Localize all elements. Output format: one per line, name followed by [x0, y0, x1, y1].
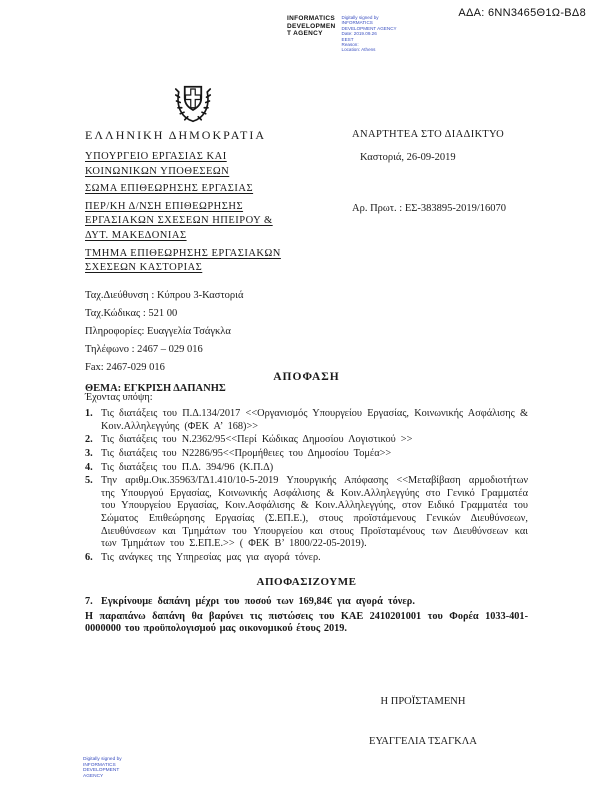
signature-detail-line: DEVELOPMENT AGENCY [341, 25, 397, 31]
item-text: Τις ανάγκες της Υπηρεσίας μας για αγορά τόνερ. [101, 551, 321, 563]
signature-agency-line: T AGENCY [287, 30, 323, 37]
item-number: 5. [85, 475, 93, 487]
decision-operative-part [85, 596, 528, 609]
decision-title: ΑΠΟΦΑΣΗ [273, 371, 340, 383]
signatory-title: Η ΠΡΟΪΣΤΑΜΕΝΗ [380, 696, 466, 707]
signature-detail-line: Reason: [341, 42, 359, 48]
signature-detail-line: Date: 2019.09.26 [341, 31, 377, 37]
ada-number: ΑΔΑ: 6ΝΝ3465Θ1Ω-ΒΔ8 [458, 7, 586, 19]
fax-number: Fax: 2467-029 016 [85, 361, 165, 373]
contact-person: Πληροφορίες: Ευαγγελία Τσάγκλα [85, 325, 231, 337]
item-number: 1. [85, 408, 93, 420]
subject-line: ΘΕΜΑ: ΕΓΚΡΙΣΗ ΔΑΠΑΝΗΣ [85, 382, 226, 394]
item-number: 2. [85, 434, 93, 446]
phone-number: Τηλέφωνο : 2467 – 029 016 [85, 343, 203, 355]
item-text: Τις διατάξεις του Ν.2362/95<<Περί Κώδικας Δημοσίου Λογιστικού >> [101, 434, 413, 446]
list-item [85, 462, 528, 475]
list-item [85, 475, 528, 551]
footer-stamp-line: INFORMATICS DEVELOPMENT [83, 762, 120, 774]
document-meta-block [352, 129, 572, 214]
list-item [85, 552, 528, 565]
list-item [85, 434, 528, 447]
postal-code: Ταχ.Κώδικας : 521 00 [85, 307, 178, 319]
ministry-line: ΚΟΙΝΩΝΙΚΩΝ ΥΠΟΘΕΣΕΩΝ [85, 165, 230, 177]
body-line: ΣΩΜΑ ΕΠΙΘΕΩΡΗΣΗΣ ΕΡΓΑΣΙΑΣ [85, 183, 254, 195]
item-number: 6. [85, 551, 93, 563]
item-number: 7. [85, 595, 93, 607]
place-and-date: Καστοριά, 26-09-2019 [360, 152, 456, 163]
footer-stamp-line: Digitally signed by [83, 757, 122, 762]
postal-address: Ταχ.Διεύθυνση : Κύπρου 3-Καστοριά [85, 289, 244, 301]
signature-agency-name [287, 15, 336, 53]
considerations-list [85, 408, 528, 564]
footer-stamp-line: AGENCY [83, 773, 104, 779]
item-text: Τις διατάξεις του Π.Δ. 394/96 (Κ.Π.Δ) [101, 461, 274, 473]
ministry-line: ΥΠΟΥΡΓΕΙΟ ΕΡΓΑΣΙΑΣ ΚΑΙ [85, 151, 227, 162]
publish-on-internet-label: ΑΝΑΡΤΗΤΕΑ ΣΤΟ ΔΙΑΔΙΚΤΥΟ [352, 129, 505, 140]
contact-info-block [85, 287, 330, 377]
department-line: ΣΧΕΣΕΩΝ ΚΑΣΤΟΡΙΑΣ [85, 262, 203, 274]
footer-digital-stamp [83, 757, 153, 779]
signature-detail-line: EEST [341, 36, 354, 42]
list-item [85, 448, 528, 461]
we-decide-title: ΑΠΟΦΑΣΙΖΟΥΜΕ [256, 576, 357, 589]
signature-details [342, 15, 400, 53]
item-number: 3. [85, 447, 93, 459]
budget-charge-paragraph: Η παραπάνω δαπάνη θα βαρύνει τις πιστώσεις του ΚΑΕ 2410201001 του Φορέα 1033-401-0000000 του προϋπολογισμού μας οικονομικού έτους 2019. [85, 610, 528, 635]
directorate-line: ΔΥΤ. ΜΑΚΕΔΟΝΙΑΣ [85, 229, 187, 241]
list-item [85, 408, 528, 433]
signature-detail-line: INFORMATICS [341, 20, 373, 26]
directorate-line: ΠΕΡ/ΚΗ Δ/ΝΣΗ ΕΠΙΘΕΩΡΗΣΗΣ [85, 200, 244, 212]
signatory-name: ΕΥΑΓΓΕΛΙΑ ΤΣΑΓΚΛΑ [369, 736, 477, 747]
having-regard-label: Έχοντας υπόψη: [85, 391, 153, 403]
item-text: Τις διατάξεις του Π.Δ.134/2017 <<Οργανισμός Υπουργείου Εργασίας, Κοινωνικής Ασφάλισης & Κοιν.Αλληλεγγύης (ΦΕΚ Α’ 168)>> [101, 408, 528, 432]
approval-item [85, 596, 528, 609]
decision-body [85, 371, 528, 636]
department-line: ΤΜΗΜΑ ΕΠΙΘΕΩΡΗΣΗΣ ΕΡΓΑΣΙΑΚΩΝ [85, 247, 281, 259]
hellenic-republic-title: ΕΛΛΗΝΙΚΗ ΔΗΜΟΚΡΑΤΙΑ [85, 128, 267, 142]
approval-text: Εγκρίνουμε δαπάνη μέχρι του ποσού των 169,84€ για αγορά τόνερ. [101, 595, 415, 607]
signature-block [338, 696, 508, 747]
signature-agency-line: DEVELOPMEN [287, 22, 336, 30]
sender-header-block [85, 128, 330, 394]
item-text: Την αριθμ.Οικ.35963/ΓΔ1.410/10-5-2019 Υπουργικής Απόφασης <<Μεταβίβαση αρμοδιοτήτων της Υπουργού Εργασίας, Κοινωνικής Ασφάλισης & Κοιν.Αλληλεγγύης στο Γενικό Γραμματέα του Υπουργείου Εργασίας, Κοιν.Ασφάλισης & Κοιν.Αλληλεγγύης, στον Ειδικό Γραμματέα του Σώματος Επιθεώρησης Εργασίας (Σ.ΕΠ.Ε.), στους προϊστάμενους Γενικών Διευθύνσεων, Διευθύνσεων και Τμημάτων του Υπουργείου και στους Προϊσταμένους των Διευθύνσεων και των Τμημάτων του Σ.ΕΠ.Ε.>> ( ΦΕΚ Β’ 1800/22-05-2019). [101, 475, 528, 550]
item-number: 4. [85, 461, 93, 473]
greek-coat-of-arms-icon [169, 76, 217, 126]
signature-detail-line: Location: Athens [341, 47, 376, 53]
signature-detail-line: Digitally signed by [341, 15, 379, 20]
protocol-number: Αρ. Πρωτ. : ΕΣ-383895-2019/16070 [352, 203, 507, 214]
item-text: Τις διατάξεις του Ν2286/95<<Προμήθειες του Δημοσίου Τομέα>> [101, 447, 392, 459]
digital-signature-stamp [287, 15, 400, 53]
directorate-line: ΕΡΓΑΣΙΑΚΩΝ ΣΧΕΣΕΩΝ ΗΠΕΙΡΟΥ & [85, 215, 273, 227]
signature-agency-line: INFORMATICS [287, 15, 335, 22]
